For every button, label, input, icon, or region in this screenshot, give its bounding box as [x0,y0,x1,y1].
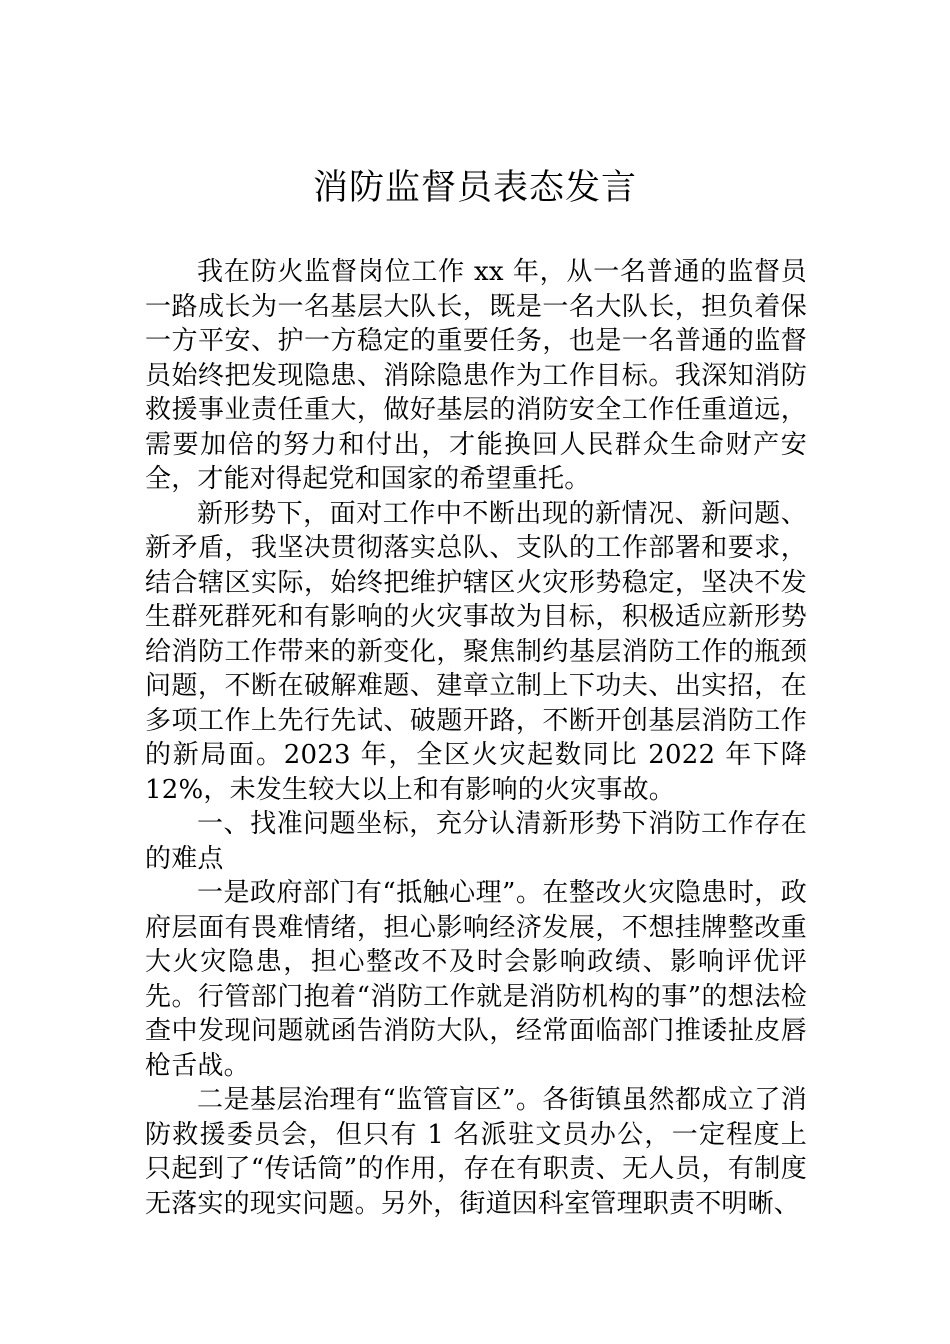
section-heading-1: 一、找准问题坐标，充分认清新形势下消防工作存在的难点 [145,809,807,874]
document-body [145,255,807,1221]
document-title: 消防监督员表态发言 [312,168,637,208]
paragraph-point-1: 一是政府部门有“抵触心理”。在整改火灾隐患时，政府层面有畏难情绪，担心影响经济发展，不想挂牌整改重大火灾隐患，担心整改不及时会影响政绩、影响评优评先。行管部门抱着“消防工作就是消防机构的事”的想法检查中发现问题就函告消防大队，经常面临部门推诿扯皮唇枪舌战。 [145,878,807,1081]
paragraph-new-situation: 新形势下，面对工作中不断出现的新情况、新问题、新矛盾，我坚决贯彻落实总队、支队的工作部署和要求，结合辖区实际，始终把维护辖区火灾形势稳定，坚决不发生群死群死和有影响的火灾事故为目标，积极适应新形势给消防工作带来的新变化，聚焦制约基层消防工作的瓶颈问题，不断在破解难题、建章立制上下功夫、出实招，在多项工作上先行先试、破题开路，不断开创基层消防工作的新局面。2023 年，全区火灾起数同比 2022 年下降 12%，未发生较大以上和有影响的火灾事故。 [145,498,807,805]
paragraph-point-2: 二是基层治理有“监管盲区”。各街镇虽然都成立了消防救援委员会，但只有 1 名派驻文员办公，一定程度上只起到了“传话筒”的作用，存在有职责、无人员，有制度无落实的现实问题。另外，街道因科室管理职责不明晰、 [145,1085,807,1219]
paragraph-intro: 我在防火监督岗位工作 xx 年，从一名普通的监督员一路成长为一名基层大队长，既是一名大队长，担负着保一方平安、护一方稳定的重要任务，也是一名普通的监督员始终把发现隐患、消除隐患作为工作目标。我深知消防救援事业责任重大，做好基层的消防安全工作任重道远，需要加倍的努力和付出，才能换回人民群众生命财产安全，才能对得起党和国家的希望重托。 [145,257,807,494]
